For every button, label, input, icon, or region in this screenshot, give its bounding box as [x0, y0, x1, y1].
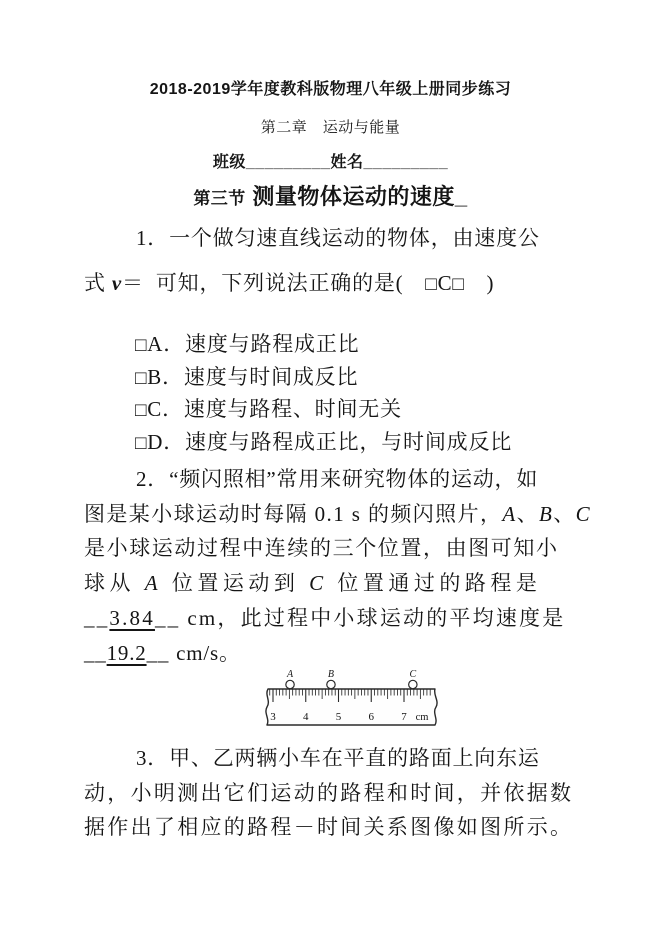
section-title	[0, 184, 661, 210]
q1-line1: 1．一个做匀速直线运动的物体，由速度公	[136, 226, 540, 250]
q2-line1: 2．“频闪照相”常用来研究物体的运动，如	[136, 467, 539, 491]
q2-text: 位置通过的路程是	[327, 571, 542, 595]
svg-text:4: 4	[303, 711, 309, 723]
worksheet-title: 2018-2019学年度教科版物理八年级上册同步练习	[149, 81, 512, 98]
answer-box-icon: □	[425, 274, 438, 295]
checkbox-icon: □	[135, 400, 148, 421]
checkbox-icon: □	[135, 368, 148, 389]
q3-line2: 动，小明测出它们运动的路程和时间，并依据数	[84, 781, 574, 805]
q1-formula-prefix: 式	[84, 271, 112, 295]
q1-option-b	[135, 365, 358, 390]
q1-option-a	[135, 332, 359, 357]
q2-text: 图是某小球运动时每隔 0.1 s 的频闪照片，	[84, 502, 503, 526]
name-blank: _________	[363, 154, 449, 171]
q3-line1: 3．甲、乙两辆小车在平直的路面上向东运	[136, 746, 540, 770]
q1-option-d	[135, 430, 512, 455]
q2-text: 球从	[84, 571, 145, 595]
option-text: C．速度与路程、时间无关	[147, 397, 402, 421]
point-c-label: C	[575, 502, 592, 526]
svg-text:3: 3	[270, 711, 276, 723]
q2-text: 位置运动到	[162, 571, 310, 595]
q2-line6	[84, 641, 241, 665]
q2-line3: 是小球运动过程中连续的三个位置，由图可知小	[84, 536, 559, 560]
class-name-row	[0, 154, 661, 172]
distance-answer: 3.84	[109, 606, 155, 630]
answer-box-icon: □	[452, 274, 465, 295]
section-number: 第三节	[193, 189, 246, 208]
svg-text:6: 6	[368, 711, 374, 723]
section-name: 测量物体运动的速度_	[245, 184, 468, 209]
blank-underscore: __	[146, 641, 170, 665]
svg-text:B: B	[327, 669, 335, 680]
q1-close-paren: )	[464, 271, 495, 295]
checkbox-icon: □	[135, 433, 148, 454]
q2-line4	[84, 571, 541, 595]
point-b-label: B	[539, 502, 554, 526]
class-blank: _________	[245, 154, 331, 171]
q2-line2	[84, 502, 591, 526]
option-text: D．速度与路程成正比，与时间成反比	[147, 430, 513, 454]
q1-stem-text: ＝ 可知，下列说法正确的是(	[121, 271, 426, 295]
velocity-symbol: v	[111, 271, 122, 295]
point-a-label: A	[144, 571, 163, 595]
svg-text:cm: cm	[415, 712, 429, 723]
name-label: 姓名	[330, 154, 364, 171]
class-label: 班级	[212, 154, 246, 171]
svg-text:C: C	[409, 669, 417, 680]
svg-text:7: 7	[401, 711, 407, 723]
q2-text: 、	[516, 502, 540, 526]
speed-answer: 19.2	[106, 641, 147, 665]
q1-option-c	[135, 397, 402, 422]
svg-text:5: 5	[335, 711, 342, 723]
q1-line2	[84, 271, 494, 296]
point-c-label: C	[309, 571, 328, 595]
q1-answer: C	[437, 271, 453, 295]
q2-text: cm，此过程中小球运动的平均速度是	[187, 606, 566, 630]
blank-underscore: __	[84, 641, 107, 665]
q3-line3: 据作出了相应的路程－时间关系图像如图所示。	[84, 815, 574, 839]
option-text: B．速度与时间成反比	[147, 365, 359, 389]
ruler-figure-svg	[259, 667, 449, 733]
q2-text: cm/s。	[176, 641, 241, 665]
option-text: A．速度与路程成正比	[147, 332, 360, 356]
svg-text:A: A	[286, 669, 294, 680]
blank-underscore: __	[84, 606, 110, 630]
chapter-title: 第二章 运动与能量	[260, 120, 401, 136]
ruler-figure	[259, 667, 449, 733]
q2-line5	[84, 606, 565, 630]
blank-underscore: __	[154, 606, 181, 630]
checkbox-icon: □	[135, 335, 148, 356]
point-a-label: A	[502, 502, 517, 526]
q2-text: 、	[553, 502, 576, 526]
